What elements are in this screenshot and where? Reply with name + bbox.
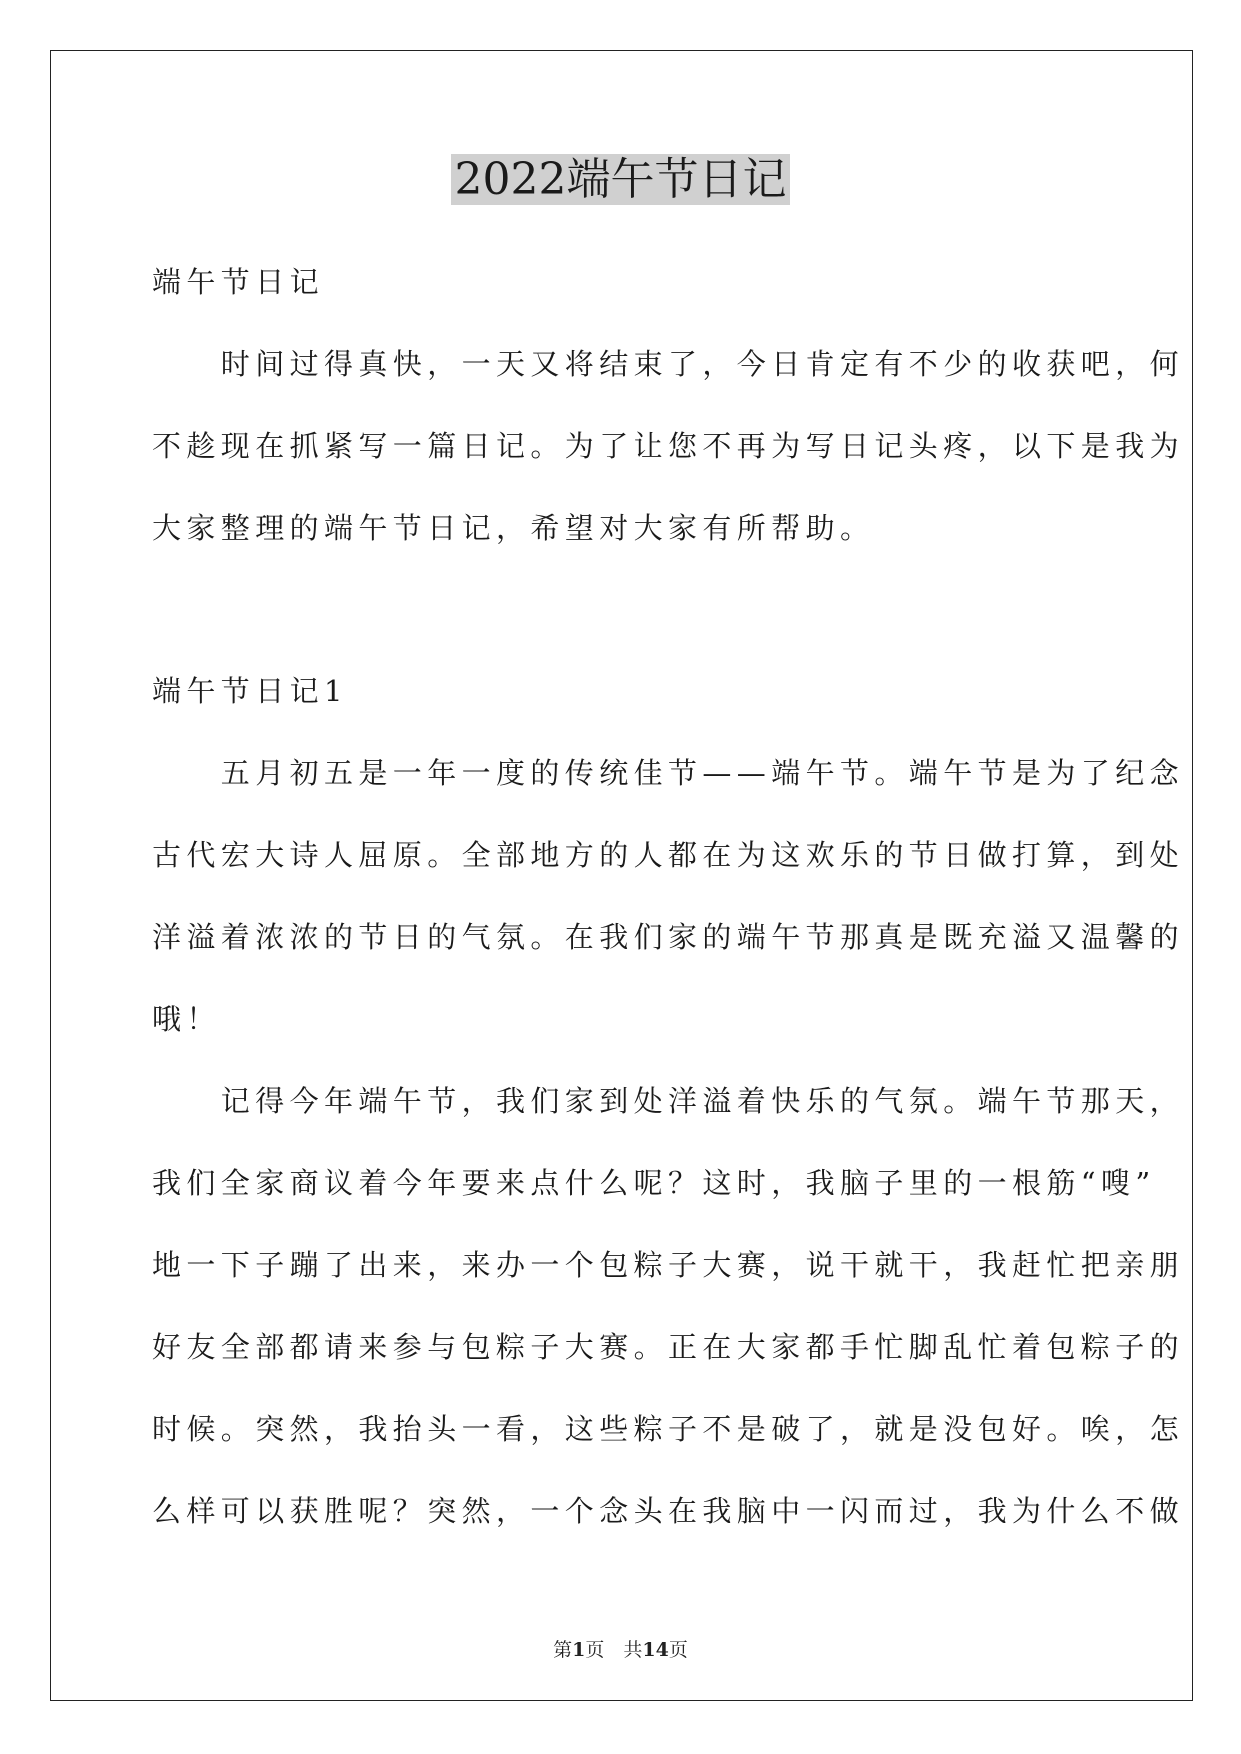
page-prefix: 第	[553, 1639, 573, 1661]
text-line: 不趁现在抓紧写一篇日记。为了让您不再为写日记头疼，以下是我为	[152, 429, 1185, 463]
page-total: 14	[642, 1639, 669, 1661]
page-footer	[0, 1638, 1241, 1662]
document-body	[152, 262, 1185, 1532]
text-line: 记得今年端午节，我们家到处洋溢着快乐的气氛。端午节那天，	[152, 1084, 1185, 1118]
section-heading: 端午节日记1	[152, 674, 348, 708]
document-title	[0, 150, 1241, 210]
text-line: 哦！	[152, 1002, 221, 1036]
paragraph-1	[152, 753, 1185, 1040]
text-line: 好友全部都请来参与包粽子大赛。正在大家都手忙脚乱忙着包粽子的	[152, 1330, 1185, 1364]
text-line: 五月初五是一年一度的传统佳节——端午节。端午节是为了纪念	[152, 756, 1185, 790]
intro-paragraph	[152, 344, 1185, 549]
text-line: 古代宏大诗人屈原。全部地方的人都在为这欢乐的节日做打算，到处	[152, 838, 1185, 872]
text-line: 洋溢着浓浓的节日的气氛。在我们家的端午节那真是既充溢又温馨的	[152, 920, 1185, 954]
text-line: 时候。突然，我抬头一看，这些粽子不是破了，就是没包好。唉，怎	[152, 1412, 1185, 1446]
text-line: 地一下子蹦了出来，来办一个包粽子大赛，说干就干，我赶忙把亲朋	[152, 1248, 1185, 1282]
text-line: 大家整理的端午节日记，希望对大家有所帮助。	[152, 511, 875, 545]
document-title-text: 2022端午节日记	[451, 154, 791, 205]
paragraph-2	[152, 1081, 1185, 1532]
text-line: 我们全家商议着今年要来点什么呢？这时，我脑子里的一根筋“嗖”	[152, 1166, 1156, 1200]
page-number: 1	[572, 1639, 586, 1661]
text-line: 时间过得真快，一天又将结束了，今日肯定有不少的收获吧，何	[152, 347, 1185, 381]
document-subtitle: 端午节日记	[152, 265, 325, 299]
text-line: 么样可以获胜呢？突然，一个念头在我脑中一闪而过，我为什么不做	[152, 1494, 1185, 1528]
page-mid: 页 共	[585, 1639, 643, 1661]
page-suffix: 页	[668, 1639, 688, 1661]
